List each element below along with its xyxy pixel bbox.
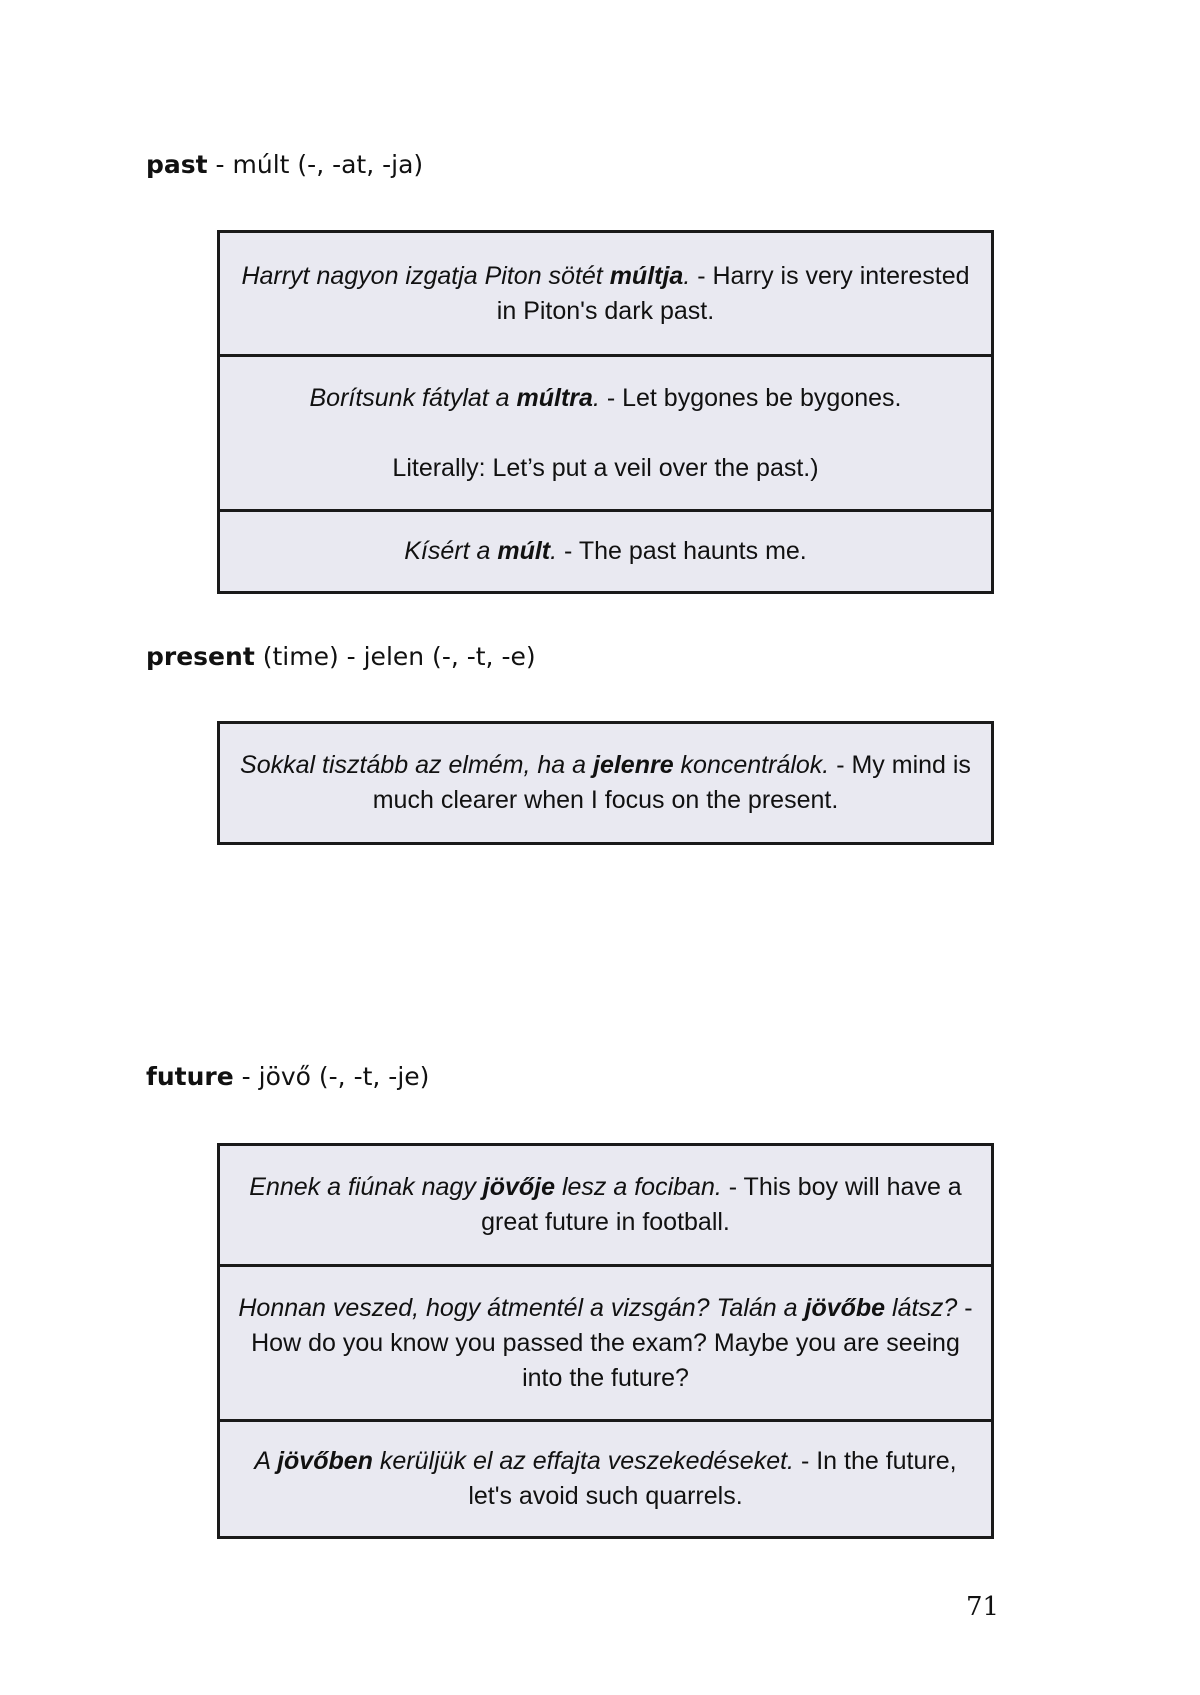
example-row xyxy=(220,1419,991,1536)
examples-box-present xyxy=(217,721,994,845)
hungarian-text: Sokkal tisztább az elmém, ha a xyxy=(240,751,593,779)
literal-note: Literally: Let’s put a veil over the past.) xyxy=(392,453,819,482)
page-number: 71 xyxy=(966,1592,1000,1622)
english-translation: - In the future, let's avoid such quarrels. xyxy=(468,1447,957,1510)
example-row xyxy=(220,233,991,354)
keyword: múlt xyxy=(497,537,551,565)
heading-present xyxy=(146,642,536,671)
example-row xyxy=(220,509,991,591)
term-details: - múlt (-, -at, -ja) xyxy=(207,150,424,179)
hungarian-text: . xyxy=(550,537,558,565)
example-row xyxy=(220,724,991,842)
term: present xyxy=(146,642,255,671)
hungarian-text: Harryt nagyon izgatja Piton sötét xyxy=(241,261,610,290)
term: future xyxy=(146,1062,234,1091)
heading-past xyxy=(146,150,423,179)
english-translation: - Let bygones be bygones. xyxy=(599,383,902,412)
keyword: múltra xyxy=(516,383,593,412)
keyword: múltja xyxy=(609,261,684,290)
hungarian-text: Honnan veszed, hogy átmentél a vizsgán? Talán a xyxy=(238,1293,805,1322)
example-row xyxy=(220,354,991,509)
keyword: jelenre xyxy=(593,751,674,779)
keyword: jövőbe xyxy=(804,1293,886,1322)
term: past xyxy=(146,150,208,179)
english-translation: - The past haunts me. xyxy=(557,537,807,565)
examples-box-future xyxy=(217,1143,994,1539)
term-details: - jövő (-, -t, -je) xyxy=(233,1062,430,1091)
hungarian-text: . xyxy=(683,261,691,290)
hungarian-text: Borítsunk fátylat a xyxy=(309,383,517,412)
term-details: (time) - jelen (-, -t, -e) xyxy=(254,642,536,671)
hungarian-text: Ennek a fiúnak nagy xyxy=(249,1173,483,1201)
english-translation: - Harry is very interested in Piton's dark past. xyxy=(496,261,970,325)
hungarian-text: . xyxy=(592,383,600,412)
english-translation: - How do you know you passed the exam? Maybe you are seeing into the future? xyxy=(251,1293,973,1392)
hungarian-text: lesz a fociban. xyxy=(555,1173,722,1201)
english-translation: - This boy will have a great future in football. xyxy=(481,1173,962,1236)
heading-future xyxy=(146,1062,429,1091)
example-row xyxy=(220,1146,991,1264)
hungarian-text: A xyxy=(254,1447,278,1475)
hungarian-text: kerüljük el az effajta veszekedéseket. xyxy=(372,1447,794,1475)
hungarian-text: Kísért a xyxy=(404,537,498,565)
examples-box-past xyxy=(217,230,994,594)
hungarian-text: látsz? xyxy=(885,1293,958,1322)
english-translation: - My mind is much clearer when I focus on the present. xyxy=(372,751,971,814)
hungarian-text: koncentrálok. xyxy=(673,751,830,779)
keyword: jövőben xyxy=(277,1447,373,1475)
example-row xyxy=(220,1264,991,1419)
keyword: jövője xyxy=(482,1173,556,1201)
